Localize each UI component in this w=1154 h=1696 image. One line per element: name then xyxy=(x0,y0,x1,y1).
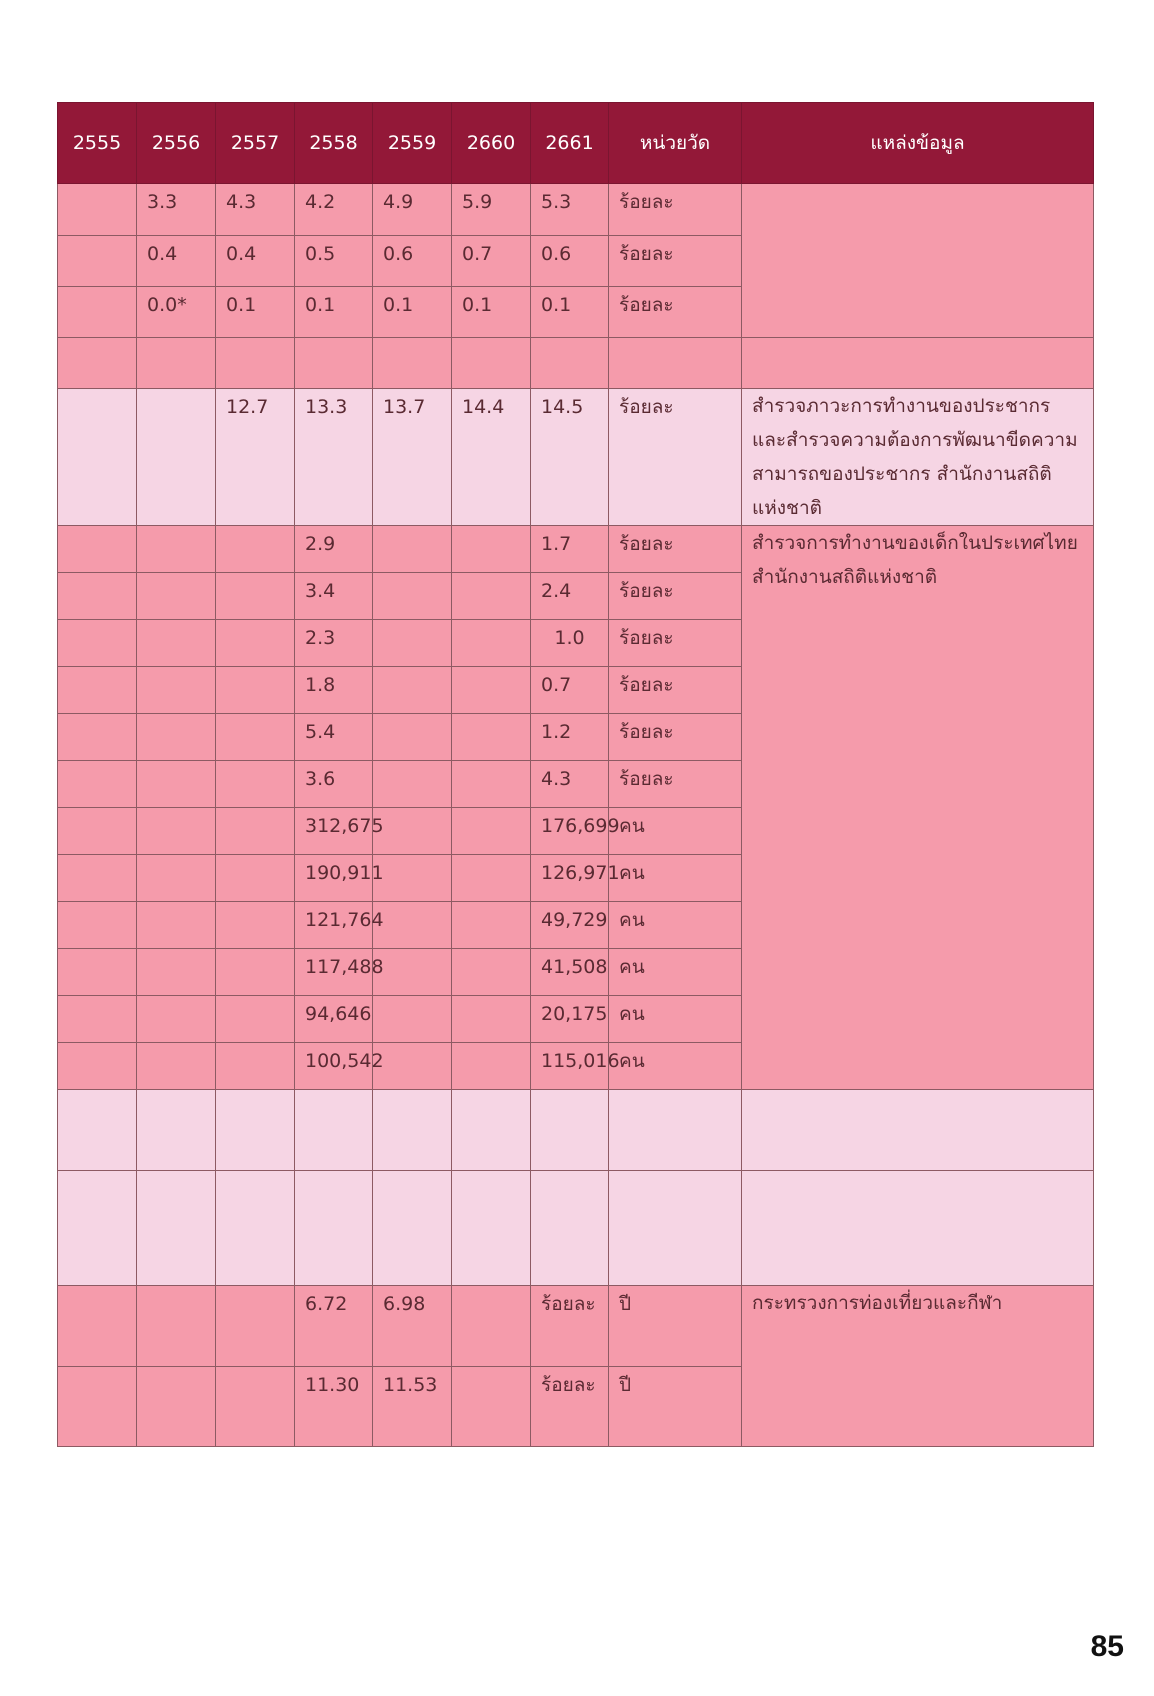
unit-cell xyxy=(609,1090,742,1171)
table-cell xyxy=(137,996,216,1043)
table-cell xyxy=(58,1090,137,1171)
table-cell: 4.3 xyxy=(216,184,295,236)
table-cell xyxy=(58,573,137,620)
unit-cell: คน xyxy=(609,902,742,949)
unit-cell xyxy=(609,1171,742,1286)
table-cell xyxy=(216,1043,295,1090)
table-cell: 4.9 xyxy=(373,184,452,236)
table-cell xyxy=(58,1286,137,1367)
unit-cell: ร้อยละ xyxy=(609,714,742,761)
table-cell xyxy=(216,902,295,949)
table-cell xyxy=(452,620,531,667)
table-cell xyxy=(373,761,452,808)
table-cell: 41,508 xyxy=(531,949,609,996)
table-cell: 4.2 xyxy=(295,184,373,236)
table-cell xyxy=(452,949,531,996)
table-cell: 176,699 xyxy=(531,808,609,855)
table-cell xyxy=(137,526,216,573)
table-cell xyxy=(58,184,137,236)
table-cell xyxy=(295,1090,373,1171)
table-cell xyxy=(373,620,452,667)
table-cell xyxy=(452,526,531,573)
source-cell xyxy=(742,184,1094,338)
table-cell xyxy=(58,902,137,949)
table-cell xyxy=(137,855,216,902)
table-cell xyxy=(531,338,609,389)
table-cell xyxy=(58,667,137,714)
table-cell: 0.5 xyxy=(295,236,373,287)
table-row xyxy=(58,389,1094,526)
unit-cell: ร้อยละ xyxy=(609,389,742,526)
table-cell: 11.53 xyxy=(373,1367,452,1447)
table-cell: 14.4 xyxy=(452,389,531,526)
table-cell: 3.4 xyxy=(295,573,373,620)
table-cell xyxy=(58,714,137,761)
table-cell xyxy=(452,1171,531,1286)
table-cell: 0.7 xyxy=(452,236,531,287)
table-row xyxy=(58,184,1094,236)
table-cell xyxy=(452,1367,531,1447)
table-cell: 20,175 xyxy=(531,996,609,1043)
source-cell xyxy=(742,338,1094,389)
table-cell xyxy=(216,1367,295,1447)
table-cell: 14.5 xyxy=(531,389,609,526)
unit-cell: ร้อยละ xyxy=(609,526,742,573)
col-header-2557: 2557 xyxy=(216,103,295,184)
col-header-2660: 2660 xyxy=(452,103,531,184)
table-cell: 94,646 xyxy=(295,996,373,1043)
table-cell: 3.6 xyxy=(295,761,373,808)
table-cell xyxy=(137,620,216,667)
unit-cell: ร้อยละ xyxy=(609,573,742,620)
source-cell: สำรวจการทำงานของเด็กในประเทศไทย สำนักงานสถิติแห่งชาติ xyxy=(742,526,1094,1090)
table-cell: 117,488 xyxy=(295,949,373,996)
table-cell: 11.30 xyxy=(295,1367,373,1447)
table-cell: 1.0 xyxy=(531,620,609,667)
col-header-source: แหล่งข้อมูล xyxy=(742,103,1094,184)
table-cell: 312,675 xyxy=(295,808,373,855)
table-cell xyxy=(216,949,295,996)
table-cell xyxy=(137,1367,216,1447)
table-cell xyxy=(216,1286,295,1367)
table-cell xyxy=(373,808,452,855)
table-cell xyxy=(452,808,531,855)
table-cell: 0.1 xyxy=(531,287,609,338)
table-cell xyxy=(137,1043,216,1090)
table-cell xyxy=(216,855,295,902)
table-cell xyxy=(216,1090,295,1171)
unit-cell: ปี xyxy=(609,1286,742,1367)
unit-cell: ร้อยละ xyxy=(609,287,742,338)
table-cell xyxy=(216,526,295,573)
table-cell xyxy=(137,808,216,855)
table-cell xyxy=(58,526,137,573)
table-cell xyxy=(58,996,137,1043)
table-cell xyxy=(373,1043,452,1090)
table-cell: 1.8 xyxy=(295,667,373,714)
table-cell: 121,764 xyxy=(295,902,373,949)
table-cell xyxy=(137,949,216,996)
source-cell: กระทรวงการท่องเที่ยวและกีฬา xyxy=(742,1286,1094,1447)
table-cell xyxy=(452,1043,531,1090)
table-cell: 126,971 xyxy=(531,855,609,902)
table-cell xyxy=(452,1090,531,1171)
table-cell: 2.9 xyxy=(295,526,373,573)
table-cell xyxy=(531,1171,609,1286)
table-cell: 1.2 xyxy=(531,714,609,761)
col-header-2661: 2661 xyxy=(531,103,609,184)
col-header-2556: 2556 xyxy=(137,103,216,184)
table-cell: 4.3 xyxy=(531,761,609,808)
table-cell: 0.7 xyxy=(531,667,609,714)
unit-cell: ปี xyxy=(609,1367,742,1447)
unit-cell: ร้อยละ xyxy=(609,236,742,287)
table-cell: 0.6 xyxy=(373,236,452,287)
table-cell xyxy=(216,808,295,855)
table-cell xyxy=(295,338,373,389)
table-cell: 0.1 xyxy=(216,287,295,338)
table-cell xyxy=(373,996,452,1043)
table-cell: ร้อยละ xyxy=(531,1286,609,1367)
table-cell: 5.4 xyxy=(295,714,373,761)
table-cell xyxy=(373,667,452,714)
table-cell xyxy=(452,855,531,902)
source-cell: สำรวจภาวะการทำงานของประชากร และสำรวจความต้องการพัฒนาขีดความสามารถของประชากร สำนักงานสถิติแห่งชาติ xyxy=(742,389,1094,526)
table-cell xyxy=(452,1286,531,1367)
table-cell xyxy=(58,1171,137,1286)
table-cell xyxy=(58,287,137,338)
source-cell xyxy=(742,1171,1094,1286)
unit-cell: ร้อยละ xyxy=(609,620,742,667)
table-cell xyxy=(295,1171,373,1286)
table-cell xyxy=(137,573,216,620)
table-cell: 3.3 xyxy=(137,184,216,236)
table-row xyxy=(58,1090,1094,1171)
col-header-2558: 2558 xyxy=(295,103,373,184)
table-cell: 0.4 xyxy=(216,236,295,287)
table-cell: 5.9 xyxy=(452,184,531,236)
table-cell: 0.0* xyxy=(137,287,216,338)
table-cell xyxy=(137,902,216,949)
table-cell xyxy=(216,996,295,1043)
table-row xyxy=(58,338,1094,389)
header-row xyxy=(58,103,1094,184)
table-cell xyxy=(452,902,531,949)
table-cell: 0.1 xyxy=(373,287,452,338)
unit-cell: ร้อยละ xyxy=(609,667,742,714)
unit-cell: ร้อยละ xyxy=(609,761,742,808)
table-cell: 115,016 xyxy=(531,1043,609,1090)
table-cell xyxy=(216,1171,295,1286)
table-cell: 49,729 xyxy=(531,902,609,949)
table-cell xyxy=(58,1043,137,1090)
table-cell xyxy=(216,667,295,714)
unit-cell: คน xyxy=(609,855,742,902)
table-cell: 13.7 xyxy=(373,389,452,526)
table-cell xyxy=(452,714,531,761)
table-cell: 2.4 xyxy=(531,573,609,620)
table-cell xyxy=(58,338,137,389)
table-cell xyxy=(137,1090,216,1171)
col-header-unit: หน่วยวัด xyxy=(609,103,742,184)
unit-cell: คน xyxy=(609,996,742,1043)
table-cell: ร้อยละ xyxy=(531,1367,609,1447)
table-cell xyxy=(137,761,216,808)
table-cell xyxy=(373,526,452,573)
table-cell xyxy=(373,855,452,902)
unit-cell xyxy=(609,338,742,389)
table-cell xyxy=(216,338,295,389)
table-cell xyxy=(531,1090,609,1171)
table-row xyxy=(58,1286,1094,1367)
table-cell: 2.3 xyxy=(295,620,373,667)
table-cell xyxy=(58,1367,137,1447)
table-cell xyxy=(216,573,295,620)
table-cell xyxy=(58,949,137,996)
table-cell xyxy=(137,338,216,389)
table-cell: 0.4 xyxy=(137,236,216,287)
table-cell xyxy=(216,620,295,667)
table-cell xyxy=(58,855,137,902)
table-cell xyxy=(373,573,452,620)
table-cell xyxy=(373,1090,452,1171)
table-cell: 0.1 xyxy=(452,287,531,338)
table-cell: 13.3 xyxy=(295,389,373,526)
table-cell: 5.3 xyxy=(531,184,609,236)
table-cell xyxy=(373,1171,452,1286)
page-number: 85 xyxy=(1090,1630,1124,1663)
table-cell xyxy=(452,761,531,808)
table-cell: 0.6 xyxy=(531,236,609,287)
table-cell: 6.72 xyxy=(295,1286,373,1367)
table-cell xyxy=(58,620,137,667)
unit-cell: คน xyxy=(609,808,742,855)
table-cell xyxy=(58,389,137,526)
table-cell xyxy=(137,667,216,714)
table-cell xyxy=(452,667,531,714)
table-cell: 100,542 xyxy=(295,1043,373,1090)
table-cell xyxy=(216,714,295,761)
col-header-2559: 2559 xyxy=(373,103,452,184)
table-cell xyxy=(373,949,452,996)
table-cell xyxy=(373,902,452,949)
table-cell: 1.7 xyxy=(531,526,609,573)
table-cell xyxy=(137,1286,216,1367)
unit-cell: คน xyxy=(609,1043,742,1090)
table-cell: 6.98 xyxy=(373,1286,452,1367)
col-header-2555: 2555 xyxy=(58,103,137,184)
table-cell xyxy=(137,714,216,761)
table-cell xyxy=(216,761,295,808)
table-cell xyxy=(58,761,137,808)
table-cell xyxy=(452,996,531,1043)
table-cell xyxy=(452,338,531,389)
unit-cell: คน xyxy=(609,949,742,996)
table-cell xyxy=(137,1171,216,1286)
table-cell: 0.1 xyxy=(295,287,373,338)
table-cell xyxy=(58,808,137,855)
table-cell: 12.7 xyxy=(216,389,295,526)
table-cell: 190,911 xyxy=(295,855,373,902)
table-row xyxy=(58,1171,1094,1286)
table-cell xyxy=(58,236,137,287)
data-table xyxy=(57,102,1094,1447)
table-cell xyxy=(452,573,531,620)
table-cell xyxy=(137,389,216,526)
unit-cell: ร้อยละ xyxy=(609,184,742,236)
table-row xyxy=(58,526,1094,573)
source-cell xyxy=(742,1090,1094,1171)
table-cell xyxy=(373,714,452,761)
table-cell xyxy=(373,338,452,389)
